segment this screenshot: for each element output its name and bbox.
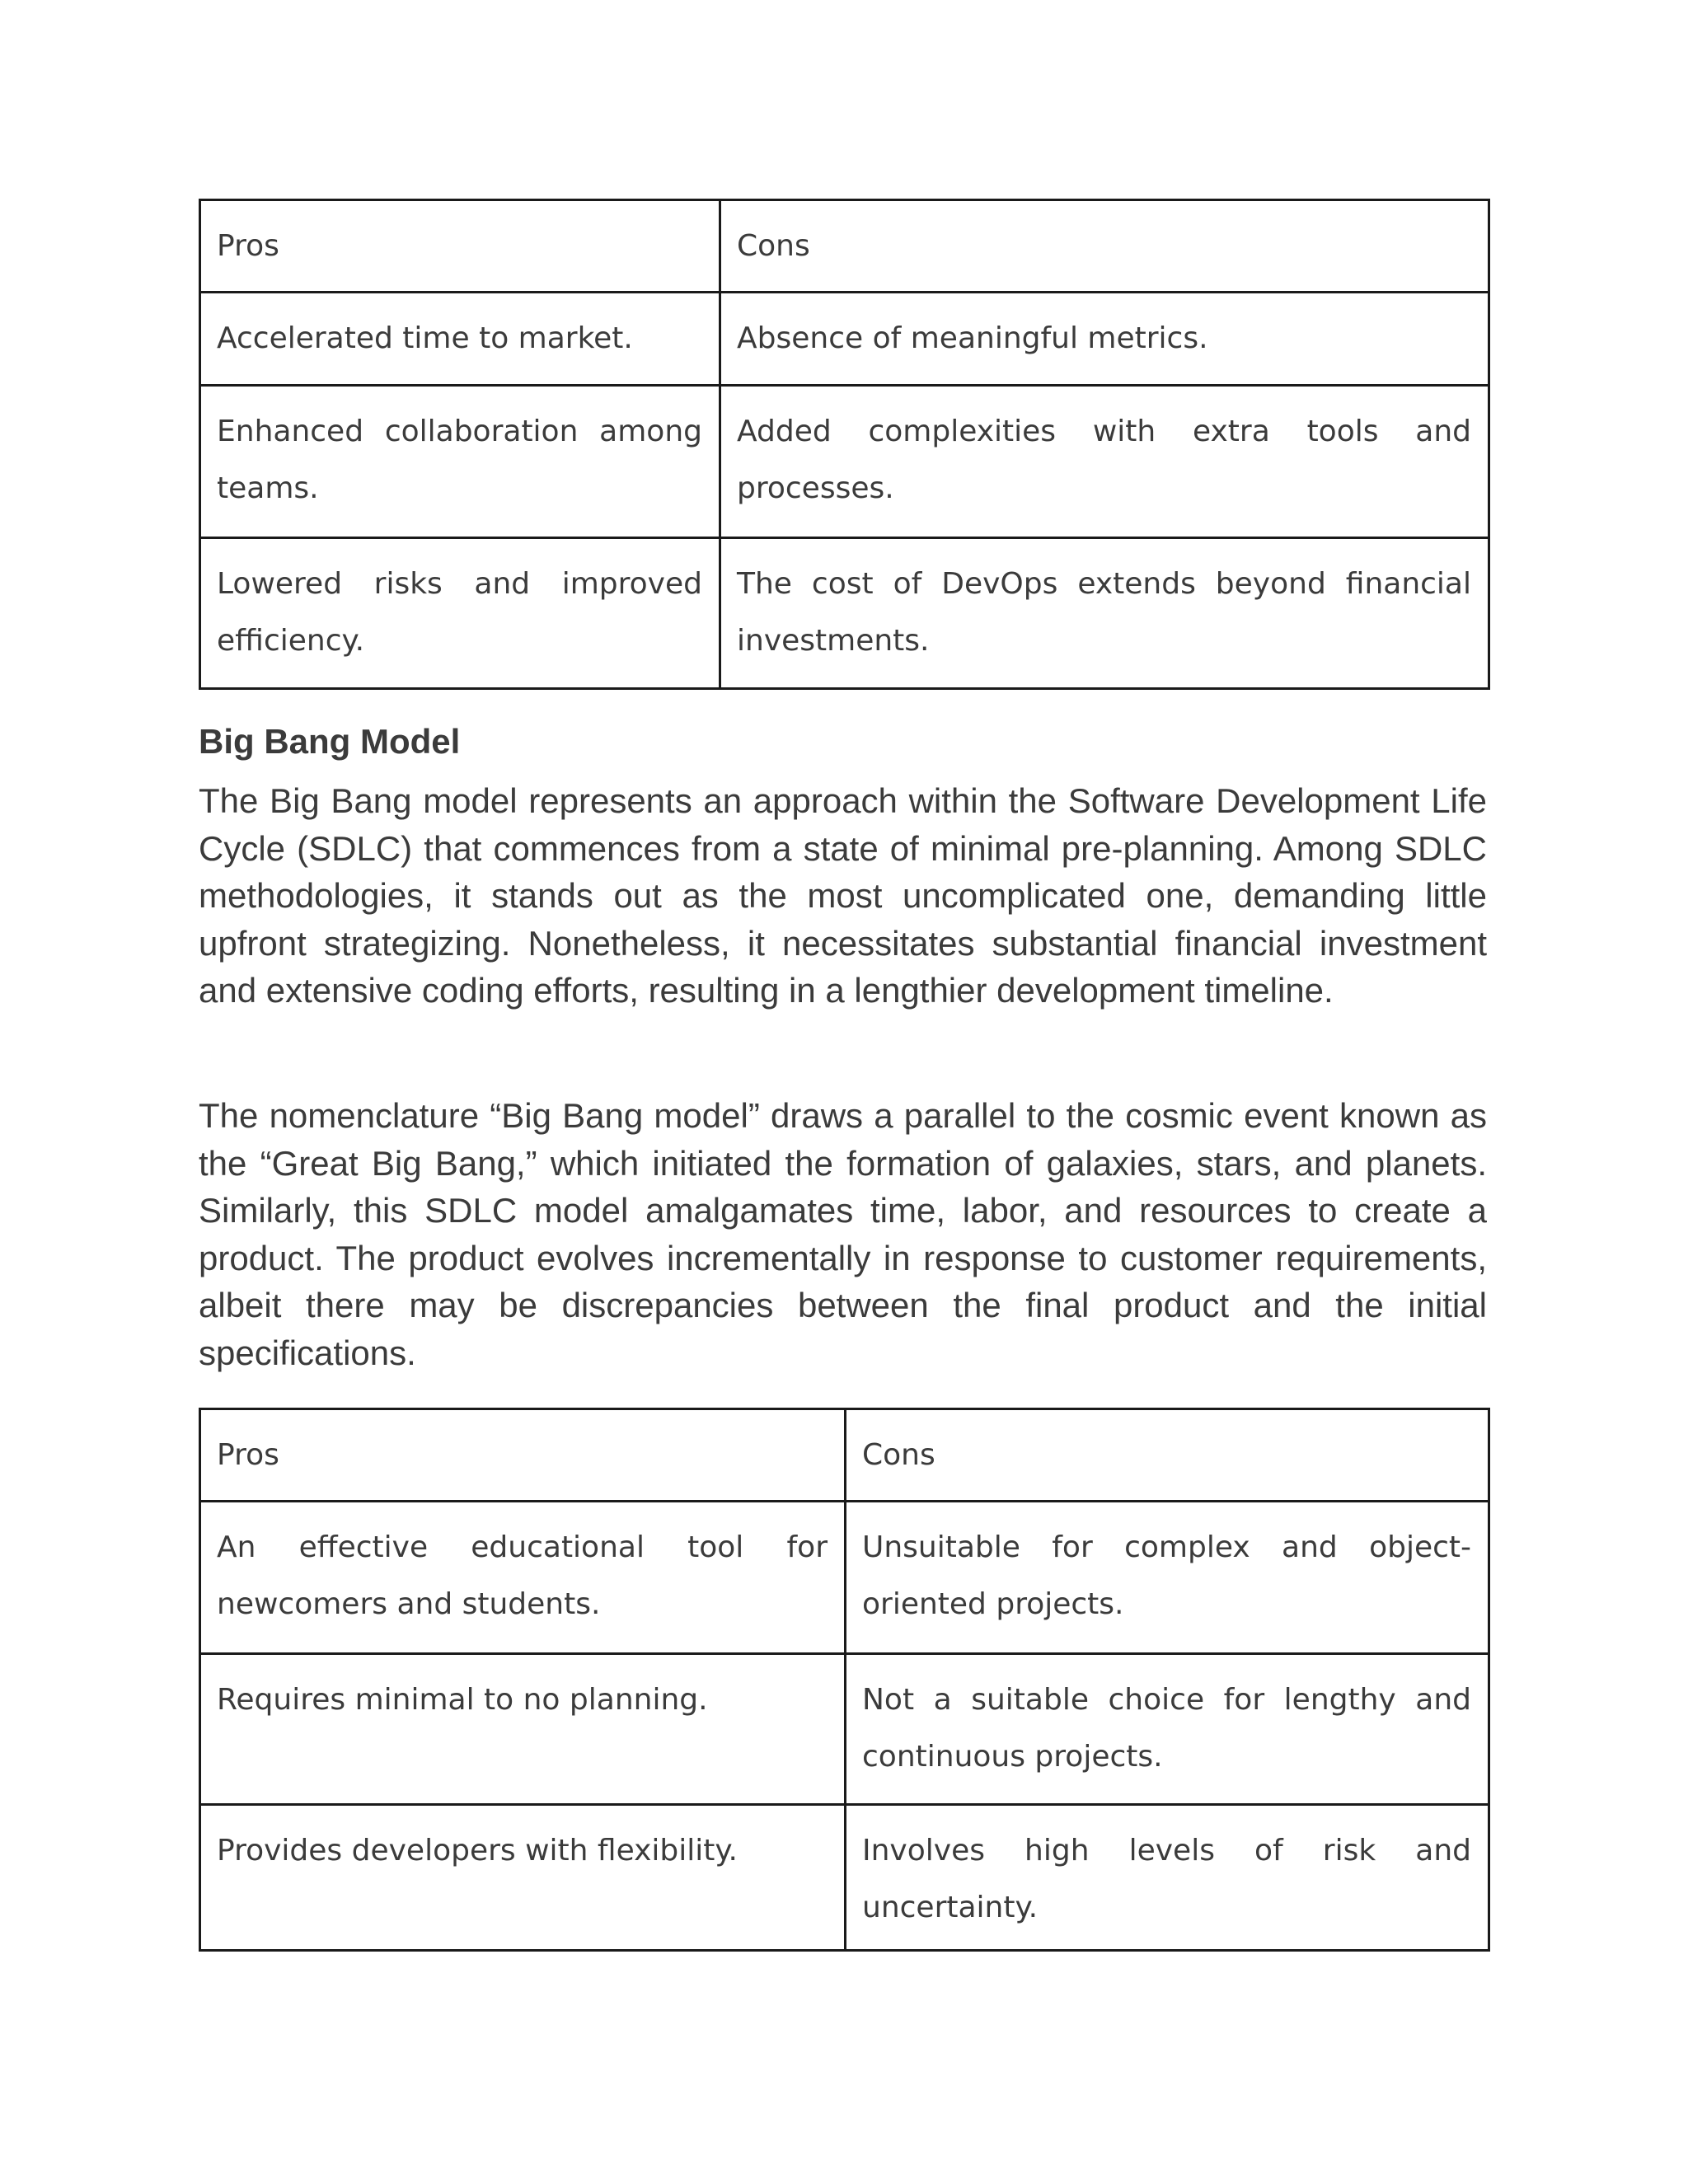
pros-cell: Enhanced collaboration among teams. [200,386,720,538]
table-row [200,1654,1489,1805]
pros-cell: An effective educational tool for newcomers and students. [200,1502,846,1654]
cons-cell: Not a suitable choice for lengthy and continuous projects. [846,1654,1489,1805]
pros-cell: Requires minimal to no planning. [200,1654,846,1805]
table-row [200,1805,1489,1951]
table-row [200,386,1489,538]
cons-header-cell: Cons [846,1409,1489,1502]
table-row [200,293,1489,386]
cons-cell: The cost of DevOps extends beyond financial investments. [720,538,1489,689]
pros-cell: Accelerated time to market. [200,293,720,386]
table-header-row [200,200,1489,293]
section-heading: Big Bang Model [199,722,461,761]
pros-cell: Lowered risks and improved efficiency. [200,538,720,689]
pros-cell: Provides developers with flexibility. [200,1805,846,1951]
cons-cell: Unsuitable for complex and object-oriented projects. [846,1502,1489,1654]
cons-header-cell: Cons [720,200,1489,293]
pros-header-cell: Pros [200,200,720,293]
cons-cell: Absence of meaningful metrics. [720,293,1489,386]
devops-pros-cons-table [199,199,1490,690]
cons-cell: Added complexities with extra tools and processes. [720,386,1489,538]
body-paragraph: The nomenclature “Big Bang model” draws a parallel to the cosmic event known as the “Great Big Bang,” which initiated the formation of galaxies, stars, and planets. Similarly, this SDLC model amalgamates time, labor, and resources to create a product. The product evolves incrementally in response to customer requirements, albeit there may be discrepancies between the final product and the initial specifications. [199,1096,1487,1372]
table-header-row [200,1409,1489,1502]
cons-cell: Involves high levels of risk and uncertainty. [846,1805,1489,1951]
table-row [200,538,1489,689]
body-paragraph: The Big Bang model represents an approach within the Software Development Life Cycle (SDLC) that commences from a state of minimal pre-planning. Among SDLC methodologies, it stands out as the most uncomplicated one, demanding little upfront strategizing. Nonetheless, it necessitates substantial financial investment and extensive coding efforts, resulting in a lengthier development timeline. [199,781,1487,1010]
big-bang-pros-cons-table [199,1408,1490,1952]
pros-header-cell: Pros [200,1409,846,1502]
table-row [200,1502,1489,1654]
